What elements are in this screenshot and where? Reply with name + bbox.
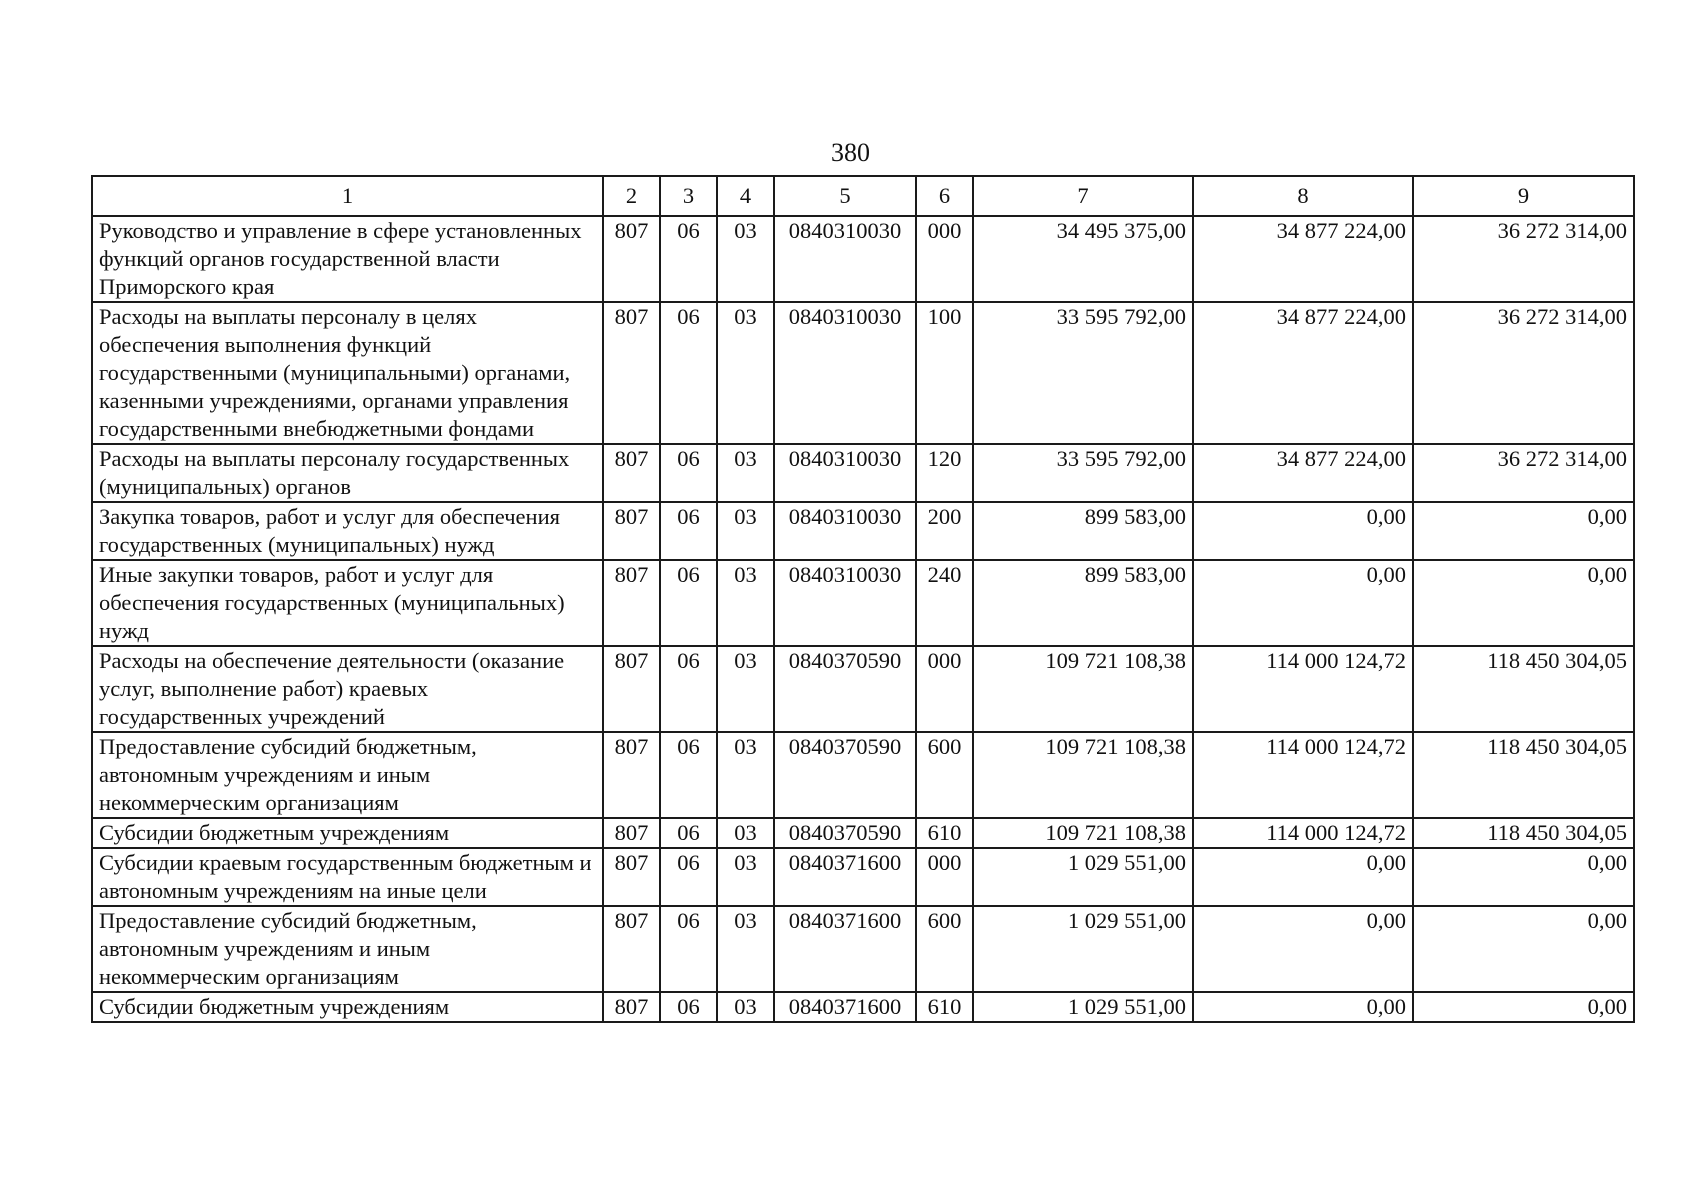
subsection-code-cell: 03 xyxy=(717,732,774,818)
amount-col9-cell: 0,00 xyxy=(1413,906,1634,992)
subsection-code-cell: 03 xyxy=(717,444,774,502)
section-code-cell: 06 xyxy=(660,992,717,1022)
amount-col8-cell: 114 000 124,72 xyxy=(1193,818,1413,848)
subsection-code-cell: 03 xyxy=(717,992,774,1022)
table-body xyxy=(92,216,1634,1022)
ministry-code-cell: 807 xyxy=(603,216,660,302)
expense-name-cell: Субсидии краевым государственным бюджетным и автономным учреждениям на иные цели xyxy=(92,848,603,906)
expense-type-cell: 200 xyxy=(916,502,973,560)
section-code-cell: 06 xyxy=(660,302,717,444)
amount-col7-cell: 33 595 792,00 xyxy=(973,444,1193,502)
column-header: 4 xyxy=(717,176,774,216)
ministry-code-cell: 807 xyxy=(603,560,660,646)
header-row xyxy=(92,176,1634,216)
expense-name-cell: Субсидии бюджетным учреждениям xyxy=(92,992,603,1022)
amount-col8-cell: 0,00 xyxy=(1193,560,1413,646)
section-code-cell: 06 xyxy=(660,906,717,992)
amount-col9-cell: 36 272 314,00 xyxy=(1413,216,1634,302)
subsection-code-cell: 03 xyxy=(717,560,774,646)
amount-col8-cell: 34 877 224,00 xyxy=(1193,302,1413,444)
expense-type-cell: 000 xyxy=(916,848,973,906)
amount-col9-cell: 0,00 xyxy=(1413,502,1634,560)
target-article-cell: 0840371600 xyxy=(774,906,916,992)
amount-col8-cell: 0,00 xyxy=(1193,992,1413,1022)
expense-name-cell: Расходы на выплаты персоналу государственных (муниципальных) органов xyxy=(92,444,603,502)
ministry-code-cell: 807 xyxy=(603,302,660,444)
target-article-cell: 0840310030 xyxy=(774,560,916,646)
column-header: 2 xyxy=(603,176,660,216)
table-row xyxy=(92,560,1634,646)
expense-name-cell: Предоставление субсидий бюджетным, автономным учреждениям и иным некоммерческим организациям xyxy=(92,732,603,818)
section-code-cell: 06 xyxy=(660,216,717,302)
table-row xyxy=(92,906,1634,992)
target-article-cell: 0840371600 xyxy=(774,848,916,906)
amount-col9-cell: 36 272 314,00 xyxy=(1413,302,1634,444)
subsection-code-cell: 03 xyxy=(717,818,774,848)
column-header: 6 xyxy=(916,176,973,216)
amount-col9-cell: 118 450 304,05 xyxy=(1413,646,1634,732)
table-row xyxy=(92,732,1634,818)
expense-name-cell: Субсидии бюджетным учреждениям xyxy=(92,818,603,848)
expense-type-cell: 600 xyxy=(916,906,973,992)
amount-col9-cell: 0,00 xyxy=(1413,992,1634,1022)
expense-type-cell: 100 xyxy=(916,302,973,444)
expense-name-cell: Расходы на обеспечение деятельности (оказание услуг, выполнение работ) краевых государственных учреждений xyxy=(92,646,603,732)
expense-type-cell: 000 xyxy=(916,216,973,302)
expense-type-cell: 240 xyxy=(916,560,973,646)
amount-col7-cell: 1 029 551,00 xyxy=(973,848,1193,906)
column-header: 1 xyxy=(92,176,603,216)
target-article-cell: 0840310030 xyxy=(774,444,916,502)
section-code-cell: 06 xyxy=(660,502,717,560)
target-article-cell: 0840371600 xyxy=(774,992,916,1022)
amount-col7-cell: 899 583,00 xyxy=(973,502,1193,560)
column-header: 9 xyxy=(1413,176,1634,216)
subsection-code-cell: 03 xyxy=(717,848,774,906)
table-row xyxy=(92,818,1634,848)
section-code-cell: 06 xyxy=(660,818,717,848)
column-header: 8 xyxy=(1193,176,1413,216)
column-header: 3 xyxy=(660,176,717,216)
ministry-code-cell: 807 xyxy=(603,906,660,992)
table-row xyxy=(92,646,1634,732)
expense-name-cell: Иные закупки товаров, работ и услуг для обеспечения государственных (муниципальных) нужд xyxy=(92,560,603,646)
amount-col9-cell: 36 272 314,00 xyxy=(1413,444,1634,502)
ministry-code-cell: 807 xyxy=(603,732,660,818)
section-code-cell: 06 xyxy=(660,646,717,732)
amount-col8-cell: 34 877 224,00 xyxy=(1193,216,1413,302)
table-row xyxy=(92,992,1634,1022)
target-article-cell: 0840310030 xyxy=(774,302,916,444)
amount-col8-cell: 0,00 xyxy=(1193,848,1413,906)
amount-col9-cell: 0,00 xyxy=(1413,560,1634,646)
ministry-code-cell: 807 xyxy=(603,992,660,1022)
section-code-cell: 06 xyxy=(660,444,717,502)
amount-col8-cell: 0,00 xyxy=(1193,502,1413,560)
amount-col8-cell: 0,00 xyxy=(1193,906,1413,992)
page-number: 380 xyxy=(831,138,870,167)
amount-col8-cell: 114 000 124,72 xyxy=(1193,646,1413,732)
ministry-code-cell: 807 xyxy=(603,502,660,560)
column-header: 5 xyxy=(774,176,916,216)
budget-table xyxy=(91,175,1635,1023)
target-article-cell: 0840310030 xyxy=(774,502,916,560)
expense-name-cell: Закупка товаров, работ и услуг для обеспечения государственных (муниципальных) нужд xyxy=(92,502,603,560)
amount-col7-cell: 109 721 108,38 xyxy=(973,818,1193,848)
amount-col7-cell: 899 583,00 xyxy=(973,560,1193,646)
table-row xyxy=(92,848,1634,906)
ministry-code-cell: 807 xyxy=(603,444,660,502)
ministry-code-cell: 807 xyxy=(603,848,660,906)
section-code-cell: 06 xyxy=(660,560,717,646)
table-row xyxy=(92,444,1634,502)
amount-col7-cell: 109 721 108,38 xyxy=(973,646,1193,732)
ministry-code-cell: 807 xyxy=(603,646,660,732)
table-row xyxy=(92,216,1634,302)
target-article-cell: 0840370590 xyxy=(774,732,916,818)
amount-col7-cell: 109 721 108,38 xyxy=(973,732,1193,818)
expense-type-cell: 120 xyxy=(916,444,973,502)
section-code-cell: 06 xyxy=(660,848,717,906)
expense-name-cell: Предоставление субсидий бюджетным, автономным учреждениям и иным некоммерческим организациям xyxy=(92,906,603,992)
expense-name-cell: Расходы на выплаты персоналу в целях обеспечения выполнения функций государственными (муниципальными) органами, казенными учреждениями, органами управления государственными внебюджетными фондами xyxy=(92,302,603,444)
subsection-code-cell: 03 xyxy=(717,906,774,992)
amount-col9-cell: 118 450 304,05 xyxy=(1413,732,1634,818)
table-row xyxy=(92,502,1634,560)
amount-col9-cell: 118 450 304,05 xyxy=(1413,818,1634,848)
expense-type-cell: 000 xyxy=(916,646,973,732)
column-header: 7 xyxy=(973,176,1193,216)
ministry-code-cell: 807 xyxy=(603,818,660,848)
expense-name-cell: Руководство и управление в сфере установленных функций органов государственной власти Приморского края xyxy=(92,216,603,302)
amount-col9-cell: 0,00 xyxy=(1413,848,1634,906)
amount-col7-cell: 34 495 375,00 xyxy=(973,216,1193,302)
amount-col8-cell: 34 877 224,00 xyxy=(1193,444,1413,502)
target-article-cell: 0840310030 xyxy=(774,216,916,302)
target-article-cell: 0840370590 xyxy=(774,818,916,848)
expense-type-cell: 600 xyxy=(916,732,973,818)
target-article-cell: 0840370590 xyxy=(774,646,916,732)
subsection-code-cell: 03 xyxy=(717,646,774,732)
subsection-code-cell: 03 xyxy=(717,502,774,560)
amount-col7-cell: 1 029 551,00 xyxy=(973,992,1193,1022)
subsection-code-cell: 03 xyxy=(717,302,774,444)
subsection-code-cell: 03 xyxy=(717,216,774,302)
table-row xyxy=(92,302,1634,444)
expense-type-cell: 610 xyxy=(916,992,973,1022)
amount-col7-cell: 33 595 792,00 xyxy=(973,302,1193,444)
section-code-cell: 06 xyxy=(660,732,717,818)
amount-col8-cell: 114 000 124,72 xyxy=(1193,732,1413,818)
amount-col7-cell: 1 029 551,00 xyxy=(973,906,1193,992)
expense-type-cell: 610 xyxy=(916,818,973,848)
